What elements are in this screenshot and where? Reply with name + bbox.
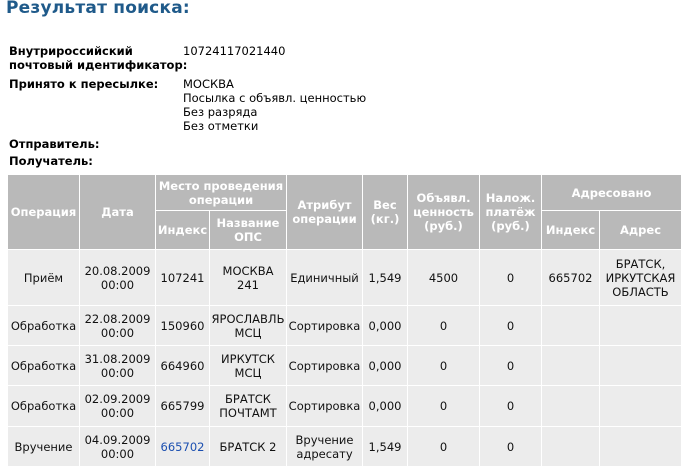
cell-operation [8, 346, 80, 386]
cell-addr-address [600, 346, 682, 386]
table-row [8, 427, 682, 467]
cell-text: 00:00 [100, 406, 135, 420]
cell-text: МСЦ [234, 365, 262, 380]
cell-date [80, 250, 156, 306]
cell-text: 1,549 [368, 270, 402, 285]
cell-index [156, 306, 210, 346]
sender-label: Отправитель: [9, 137, 100, 151]
cell-attribute [287, 346, 363, 386]
cell-cod [480, 386, 542, 427]
header-attribute: Атрибут операции [287, 175, 363, 250]
cell-text: МОСКВА [222, 263, 274, 278]
cell-text: 00:00 [100, 277, 135, 292]
cell-text: БРАТСК [225, 392, 271, 406]
cell-index [156, 346, 210, 386]
cell-text: ПОЧТАМТ [219, 406, 277, 420]
cell-text: Обработка [10, 399, 77, 413]
cell-text: 664960 [160, 358, 205, 373]
tracking-table [7, 174, 682, 467]
cell-addr-address [600, 427, 682, 467]
cell-office [210, 250, 287, 306]
cell-addr-index [542, 386, 600, 427]
cell-attribute [287, 427, 363, 467]
cell-text: Обработка [10, 318, 77, 333]
cell-index [156, 386, 210, 427]
cell-addr-address [600, 386, 682, 427]
cell-operation [8, 427, 80, 467]
cell-text[interactable]: 665702 [160, 439, 205, 454]
header-office: Название ОПС [210, 211, 287, 250]
cell-addr-address [600, 306, 682, 346]
cell-addr-index [542, 250, 600, 306]
cell-text: 0,000 [368, 399, 402, 413]
cell-cod [480, 306, 542, 346]
cell-date [80, 346, 156, 386]
cell-attribute [287, 250, 363, 306]
cell-cod [480, 346, 542, 386]
cell-text: 0 [439, 318, 448, 333]
cell-text: 0 [439, 399, 448, 413]
header-declared-value: Объявл. ценность (руб.) [408, 175, 480, 250]
cell-text: Обработка [10, 358, 77, 373]
recipient-label: Получатель: [9, 154, 93, 168]
table-row [8, 250, 682, 306]
cell-office [210, 346, 287, 386]
cell-declared [408, 427, 480, 467]
header-index: Индекс [156, 211, 210, 250]
accepted-label: Принято к пересылке: [9, 77, 159, 91]
cell-text: Вручение [14, 439, 73, 454]
cell-text: БРАТСК, [615, 256, 666, 271]
cell-operation [8, 306, 80, 346]
cell-declared [408, 250, 480, 306]
cell-date [80, 306, 156, 346]
cell-weight [363, 346, 408, 386]
cell-text: 4500 [428, 270, 459, 285]
cell-text: 0,000 [368, 358, 402, 373]
cell-text: 04.09.2009 [84, 432, 151, 447]
cell-text: адресату [296, 446, 353, 461]
header-cod: Налож. платёж (руб.) [480, 175, 542, 250]
cell-text: 0 [506, 358, 515, 373]
cell-text: Сортировка [288, 399, 361, 413]
cell-text: 665799 [160, 399, 205, 413]
cell-cod [480, 427, 542, 467]
cell-attribute [287, 306, 363, 346]
page-title: Результат поиска: [6, 0, 190, 18]
cell-text: 0,000 [368, 318, 402, 333]
cell-index[interactable] [156, 427, 210, 467]
cell-text: 107241 [160, 270, 205, 285]
cell-text: 00:00 [100, 446, 135, 461]
cell-text: МСЦ [234, 325, 262, 340]
cell-text: ОБЛАСТЬ [612, 284, 669, 299]
cell-text: БРАТСК 2 [219, 439, 277, 454]
cell-text: 0 [439, 439, 448, 454]
cell-text: 0 [439, 358, 448, 373]
cell-operation [8, 250, 80, 306]
cell-office [210, 427, 287, 467]
header-addr-address: Адрес [600, 211, 682, 250]
cell-text: Единичный [290, 270, 359, 285]
cell-declared [408, 386, 480, 427]
cell-operation [8, 386, 80, 427]
table-row [8, 386, 682, 427]
cell-weight [363, 386, 408, 427]
cell-text: 31.08.2009 [84, 351, 151, 366]
cell-addr-index [542, 427, 600, 467]
cell-text: Сортировка [288, 318, 361, 333]
header-addr-index: Индекс [542, 211, 600, 250]
cell-weight [363, 250, 408, 306]
cell-text: 665702 [548, 270, 593, 285]
cell-text: 00:00 [100, 325, 135, 340]
cell-text: 150960 [160, 318, 205, 333]
cell-text: 20.08.2009 [84, 263, 151, 278]
tracking-id-value: 10724117021440 [183, 44, 286, 58]
cell-text: Приём [23, 270, 64, 285]
cell-weight [363, 306, 408, 346]
cell-office [210, 306, 287, 346]
cell-text: 0 [506, 399, 515, 413]
header-operation: Операция [8, 175, 80, 250]
cell-addr-index [542, 346, 600, 386]
accepted-details: МОСКВА Посылка с объявл. ценностью Без разряда Без отметки [183, 77, 367, 133]
cell-text: ЯРОСЛАВЛЬ [211, 311, 285, 326]
cell-date [80, 427, 156, 467]
cell-index [156, 250, 210, 306]
cell-weight [363, 427, 408, 467]
cell-text: 00:00 [100, 365, 135, 380]
cell-date [80, 386, 156, 427]
cell-addr-address [600, 250, 682, 306]
cell-declared [408, 346, 480, 386]
header-place: Место проведения операции [156, 175, 287, 211]
cell-text: 0 [506, 270, 515, 285]
cell-text: ИРКУТСКАЯ [605, 270, 676, 285]
cell-text: Сортировка [288, 358, 361, 373]
header-addressed: Адресовано [542, 175, 682, 211]
header-date: Дата [80, 175, 156, 250]
cell-text: Вручение [295, 432, 354, 447]
header-weight: Вес (кг.) [363, 175, 408, 250]
table-row [8, 306, 682, 346]
table-row [8, 346, 682, 386]
cell-office [210, 386, 287, 427]
cell-text: 22.08.2009 [84, 311, 151, 326]
cell-text: 0 [506, 318, 515, 333]
cell-attribute [287, 386, 363, 427]
cell-text: 1,549 [368, 439, 402, 454]
tracking-id-label: Внутрироссийский почтовый идентификатор: [9, 44, 188, 72]
cell-cod [480, 250, 542, 306]
cell-text: 0 [506, 439, 515, 454]
cell-text: 241 [237, 277, 259, 292]
cell-text: ИРКУТСК [221, 351, 275, 366]
cell-text: 02.09.2009 [84, 392, 151, 406]
cell-declared [408, 306, 480, 346]
cell-addr-index [542, 306, 600, 346]
